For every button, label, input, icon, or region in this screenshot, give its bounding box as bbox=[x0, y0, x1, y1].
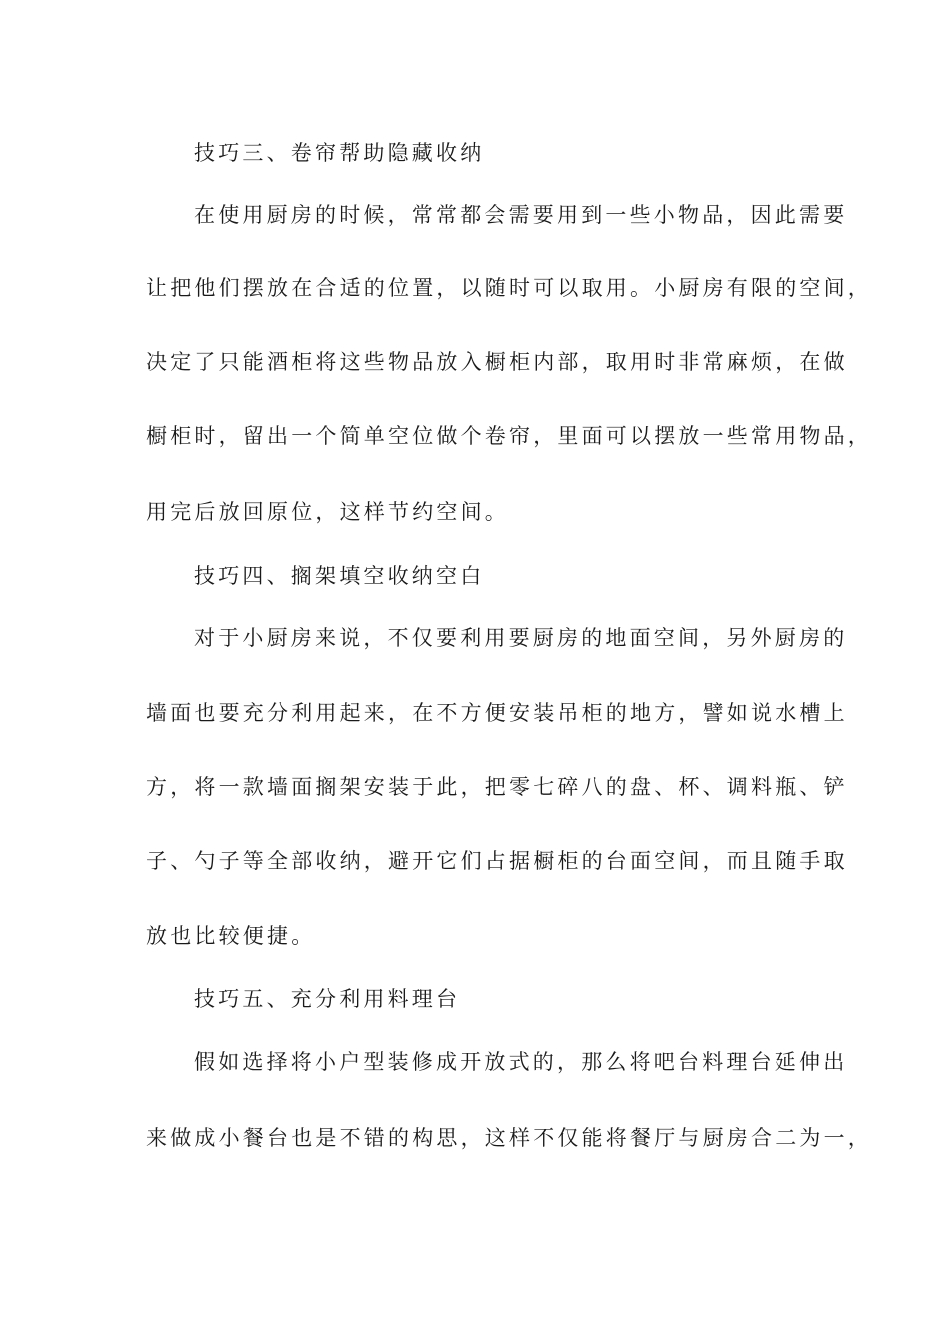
heading-tip-three: 技巧三、卷帘帮助隐藏收纳 bbox=[194, 141, 485, 165]
paragraph-line: 在使用厨房的时候，常常都会需要用到一些小物品，因此需要 bbox=[194, 203, 848, 227]
paragraph-line: 子、勺子等全部收纳，避开它们占据橱柜的台面空间，而且随手取 bbox=[146, 849, 848, 873]
heading-tip-four: 技巧四、搁架填空收纳空白 bbox=[194, 564, 485, 588]
paragraph-line: 对于小厨房来说，不仅要利用要厨房的地面空间，另外厨房的 bbox=[194, 626, 848, 650]
paragraph-line: 假如选择将小户型装修成开放式的，那么将吧台料理台延伸出 bbox=[194, 1050, 848, 1074]
paragraph-line: 方，将一款墙面搁架安装于此，把零七碎八的盘、杯、调料瓶、铲 bbox=[146, 775, 848, 799]
paragraph-line: 墙面也要充分利用起来，在不方便安装吊柜的地方，譬如说水槽上 bbox=[146, 701, 848, 725]
paragraph-line: 让把他们摆放在合适的位置，以随时可以取用。小厨房有限的空间， bbox=[146, 276, 872, 300]
paragraph-line: 来做成小餐台也是不错的构思，这样不仅能将餐厅与厨房合二为一， bbox=[146, 1126, 872, 1150]
heading-tip-five: 技巧五、充分利用料理台 bbox=[194, 987, 461, 1011]
paragraph-line: 橱柜时，留出一个简单空位做个卷帘，里面可以摆放一些常用物品， bbox=[146, 424, 872, 448]
paragraph-line: 放也比较便捷。 bbox=[146, 924, 316, 948]
paragraph-line: 用完后放回原位，这样节约空间。 bbox=[146, 500, 509, 524]
paragraph-line: 决定了只能酒柜将这些物品放入橱柜内部，取用时非常麻烦，在做 bbox=[146, 350, 848, 374]
